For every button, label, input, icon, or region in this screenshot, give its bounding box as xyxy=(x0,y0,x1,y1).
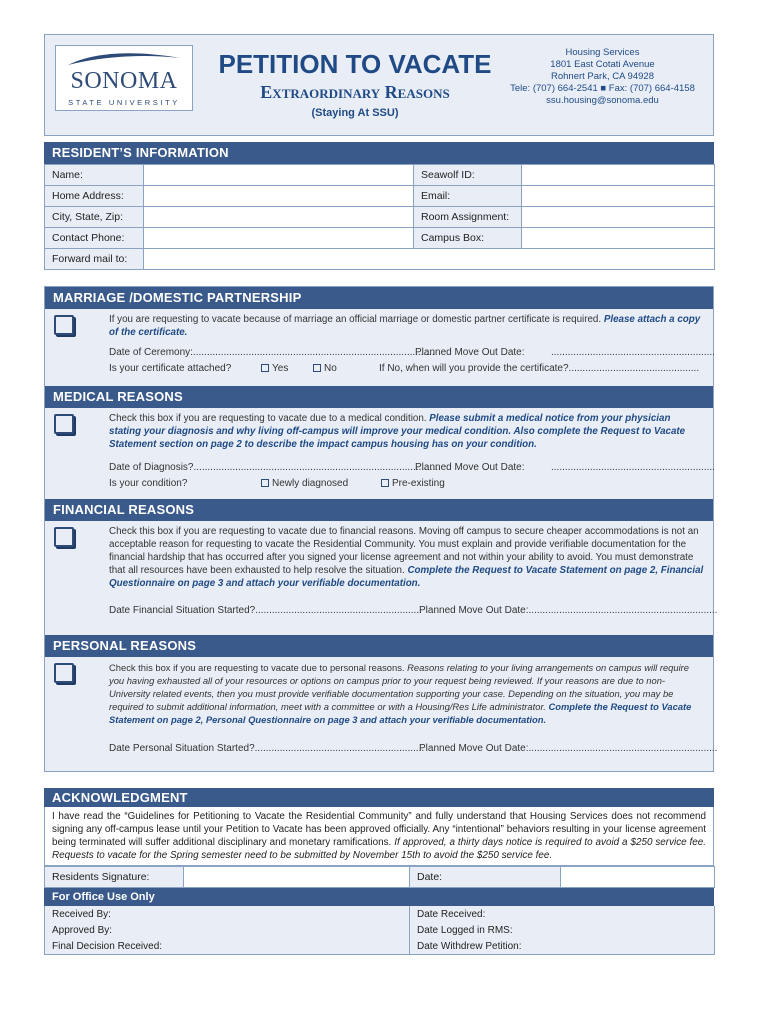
office-table xyxy=(44,906,715,955)
cert-provide-field[interactable]: If No, when will you provide the certificate?............................................... xyxy=(379,363,700,374)
medical-moveout-label: Planned Move Out Date: xyxy=(415,462,525,473)
checkbox-icon xyxy=(261,364,269,372)
contact-city: Rohnert Park, CA 94928 xyxy=(551,71,654,82)
table-row xyxy=(45,228,715,249)
contact-street: 1801 East Cotati Avenue xyxy=(550,59,655,70)
medical-text-bold: Please submit a medical notice from your physician stating your diagnosis and why living off-campus will improve your medical condition. Also complete the Request to Vacate Statement section on page 2 to describe the impact campus housing has on your condition. xyxy=(109,413,686,450)
campus-box-label: Campus Box: xyxy=(414,228,522,249)
marriage-date-line xyxy=(109,347,715,358)
financial-moveout-field[interactable]: Planned Move Out Date:.................................................................... xyxy=(419,605,718,616)
medical-section xyxy=(45,408,713,499)
financial-checkbox[interactable] xyxy=(54,527,74,547)
table-row xyxy=(45,207,715,228)
marriage-heading: MARRIAGE /DOMESTIC PARTNERSHIP xyxy=(45,287,713,309)
swoosh-icon xyxy=(64,50,184,70)
marriage-moveout-label: Planned Move Out Date: xyxy=(415,347,525,358)
diagnosis-date-field[interactable]: Date of Diagnosis?......................................................................................... xyxy=(109,462,441,473)
table-row xyxy=(45,186,715,207)
marriage-text-bold: Please attach a copy of the certificate. xyxy=(109,314,701,338)
personal-moveout-field[interactable]: Planned Move Out Date:.................................................................... xyxy=(419,743,718,754)
final-decision-label: Final Decision Received: xyxy=(45,938,410,955)
email-field[interactable] xyxy=(522,186,715,207)
date-withdrew-label: Date Withdrew Petition: xyxy=(410,938,715,955)
financial-text-bold: Complete the Request to Vacate Statement on page 2, Financial Questionnaire on page 3 and attach your verifiable documentation. xyxy=(109,565,704,589)
forward-mail-field[interactable] xyxy=(144,249,715,270)
personal-date-line xyxy=(109,743,718,754)
forward-mail-label: Forward mail to: xyxy=(45,249,144,270)
pre-label: Pre-existing xyxy=(392,478,445,489)
signature-table xyxy=(44,866,715,888)
city-state-zip-field[interactable] xyxy=(144,207,414,228)
contact-dept: Housing Services xyxy=(565,47,640,58)
seawolf-id-field[interactable] xyxy=(522,165,715,186)
no-label: No xyxy=(324,363,337,374)
personal-text-italic: Reasons relating to your living arrangements on campus will require you having exhausted all of your resources or options on campus prior to your request being reviewed. If your reasons are due to non-University related events, then you must provide verifiable documentation supporting your case. Depending on the situation, you may be required to submit additional information, meet with a committee or with a Housing/Res Life administrator. xyxy=(109,662,690,712)
marriage-section xyxy=(45,309,713,386)
office-heading: For Office Use Only xyxy=(44,888,714,906)
campus-box-field[interactable] xyxy=(522,228,715,249)
home-address-label: Home Address: xyxy=(45,186,144,207)
cert-yes-option[interactable] xyxy=(261,363,288,374)
pre-existing-option[interactable] xyxy=(381,478,445,489)
date-logged-label: Date Logged in RMS: xyxy=(410,922,715,938)
personal-text-bold: Complete the Request to Vacate Statement on page 2, Personal Questionnaire on page 3 and attach your verifiable documentation. xyxy=(109,701,692,725)
form-header xyxy=(44,34,714,136)
room-assignment-field[interactable] xyxy=(522,207,715,228)
financial-date-line xyxy=(109,605,718,616)
contact-email[interactable]: ssu.housing@sonoma.edu xyxy=(546,95,659,106)
newly-label: Newly diagnosed xyxy=(272,478,349,489)
page-subtitle: Extraordinary Reasons xyxy=(260,82,450,102)
medical-condition-line xyxy=(109,478,705,489)
financial-text-plain: Check this box if you are requesting to vacate due to financial reasons. Moving off campus to secure cheaper accommodations is not an acceptable reason for requesting to vacate the Residential Community. You must explain and provide verifiable documentation for the financial hardship that has occurred after you signed your license agreement and not within your ability to avoid. You must demonstrate that all resources have been exhausted to help resolve the situation. xyxy=(109,526,699,576)
signature-date-field[interactable] xyxy=(561,867,715,888)
checkbox-icon xyxy=(381,479,389,487)
spacer xyxy=(44,772,714,788)
reasons-block xyxy=(44,286,718,772)
date-received-label: Date Received: xyxy=(410,906,715,922)
table-row xyxy=(45,906,715,922)
ack-text-plain: I have read the “Guidelines for Petitioning to Vacate the Residential Community” and fully understand that Housing Services does not recommend signing any off-campus lease until your Petition to Vacate has been approved officially. Any “intentional” behaviors resulting in your license agreement being terminated will suffer additional disciplinary and monetary ramifications. xyxy=(52,811,706,848)
newly-diagnosed-option[interactable] xyxy=(261,478,348,489)
marriage-moveout-field[interactable]: ........................................................... xyxy=(551,347,715,358)
approved-by-label: Approved By: xyxy=(45,922,410,938)
seawolf-id-label: Seawolf ID: xyxy=(414,165,522,186)
cert-question: Is your certificate attached? xyxy=(109,363,232,374)
condition-question: Is your condition? xyxy=(109,478,188,489)
ack-text xyxy=(44,807,714,866)
page-title: PETITION TO VACATE xyxy=(218,49,492,79)
contact-phone-field[interactable] xyxy=(144,228,414,249)
table-row xyxy=(45,249,715,270)
medical-text xyxy=(109,412,705,451)
marriage-text xyxy=(109,313,705,339)
medical-date-line xyxy=(109,462,715,473)
contact-phone: Tele: (707) 664-2541 ■ Fax: (707) 664-4158 xyxy=(510,83,695,94)
checkbox-icon xyxy=(261,479,269,487)
marriage-cert-line xyxy=(109,363,705,374)
name-label: Name: xyxy=(45,165,144,186)
logo-subtitle: STATE UNIVERSITY xyxy=(68,98,180,107)
home-address-field[interactable] xyxy=(144,186,414,207)
logo-name: SONOMA xyxy=(70,68,178,94)
yes-label: Yes xyxy=(272,363,289,374)
medical-heading: MEDICAL REASONS xyxy=(45,386,713,408)
personal-checkbox[interactable] xyxy=(54,663,74,683)
signature-date-label: Date: xyxy=(410,867,561,888)
personal-text-plain: Check this box if you are requesting to vacate due to personal reasons. xyxy=(109,662,405,673)
medical-moveout-field[interactable]: ........................................................... xyxy=(551,462,715,473)
medical-checkbox[interactable] xyxy=(54,414,74,434)
table-row xyxy=(45,867,715,888)
checkbox-icon xyxy=(313,364,321,372)
cert-no-option[interactable] xyxy=(313,363,337,374)
city-state-zip-label: City, State, Zip: xyxy=(45,207,144,228)
email-label: Email: xyxy=(414,186,522,207)
ceremony-date-field[interactable]: Date of Ceremony:....................................................................................... xyxy=(109,347,435,358)
spacer xyxy=(44,270,714,286)
sonoma-state-logo xyxy=(55,45,193,111)
received-by-label: Received By: xyxy=(45,906,410,922)
financial-section xyxy=(45,521,718,635)
page-subsubtitle: (Staying At SSU) xyxy=(311,107,399,119)
room-assignment-label: Room Assignment: xyxy=(414,207,522,228)
table-row xyxy=(45,165,715,186)
marriage-checkbox[interactable] xyxy=(54,315,74,335)
personal-heading: PERSONAL REASONS xyxy=(45,635,713,657)
resident-table xyxy=(44,164,715,270)
table-row xyxy=(45,922,715,938)
signature-field[interactable] xyxy=(184,867,410,888)
personal-section xyxy=(45,657,718,771)
ack-heading: ACKNOWLEDGMENT xyxy=(44,788,714,807)
signature-label: Residents Signature: xyxy=(45,867,184,888)
contact-info xyxy=(500,47,705,107)
financial-heading: FINANCIAL REASONS xyxy=(45,499,713,521)
table-row xyxy=(45,938,715,955)
ack-text-italic: If approved, a thirty days notice is required to avoid a $250 service fee. Requests to vacate for the Spring semester need to be submitted by November 15th to avoid the $250 service fee. xyxy=(52,837,707,861)
resident-heading: RESIDENT’S INFORMATION xyxy=(44,142,714,164)
financial-text xyxy=(109,525,705,590)
personal-text xyxy=(109,661,705,726)
contact-phone-label: Contact Phone: xyxy=(45,228,144,249)
marriage-text-plain: If you are requesting to vacate because of marriage an official marriage or domestic partner certificate is required. xyxy=(109,314,602,325)
personal-start-field[interactable]: Date Personal Situation Started?............................................................. xyxy=(109,743,425,754)
medical-text-plain: Check this box if you are requesting to vacate due to a medical condition. xyxy=(109,413,427,424)
financial-start-field[interactable]: Date Financial Situation Started?............................................................ xyxy=(109,605,422,616)
petition-form xyxy=(44,34,718,955)
name-field[interactable] xyxy=(144,165,414,186)
